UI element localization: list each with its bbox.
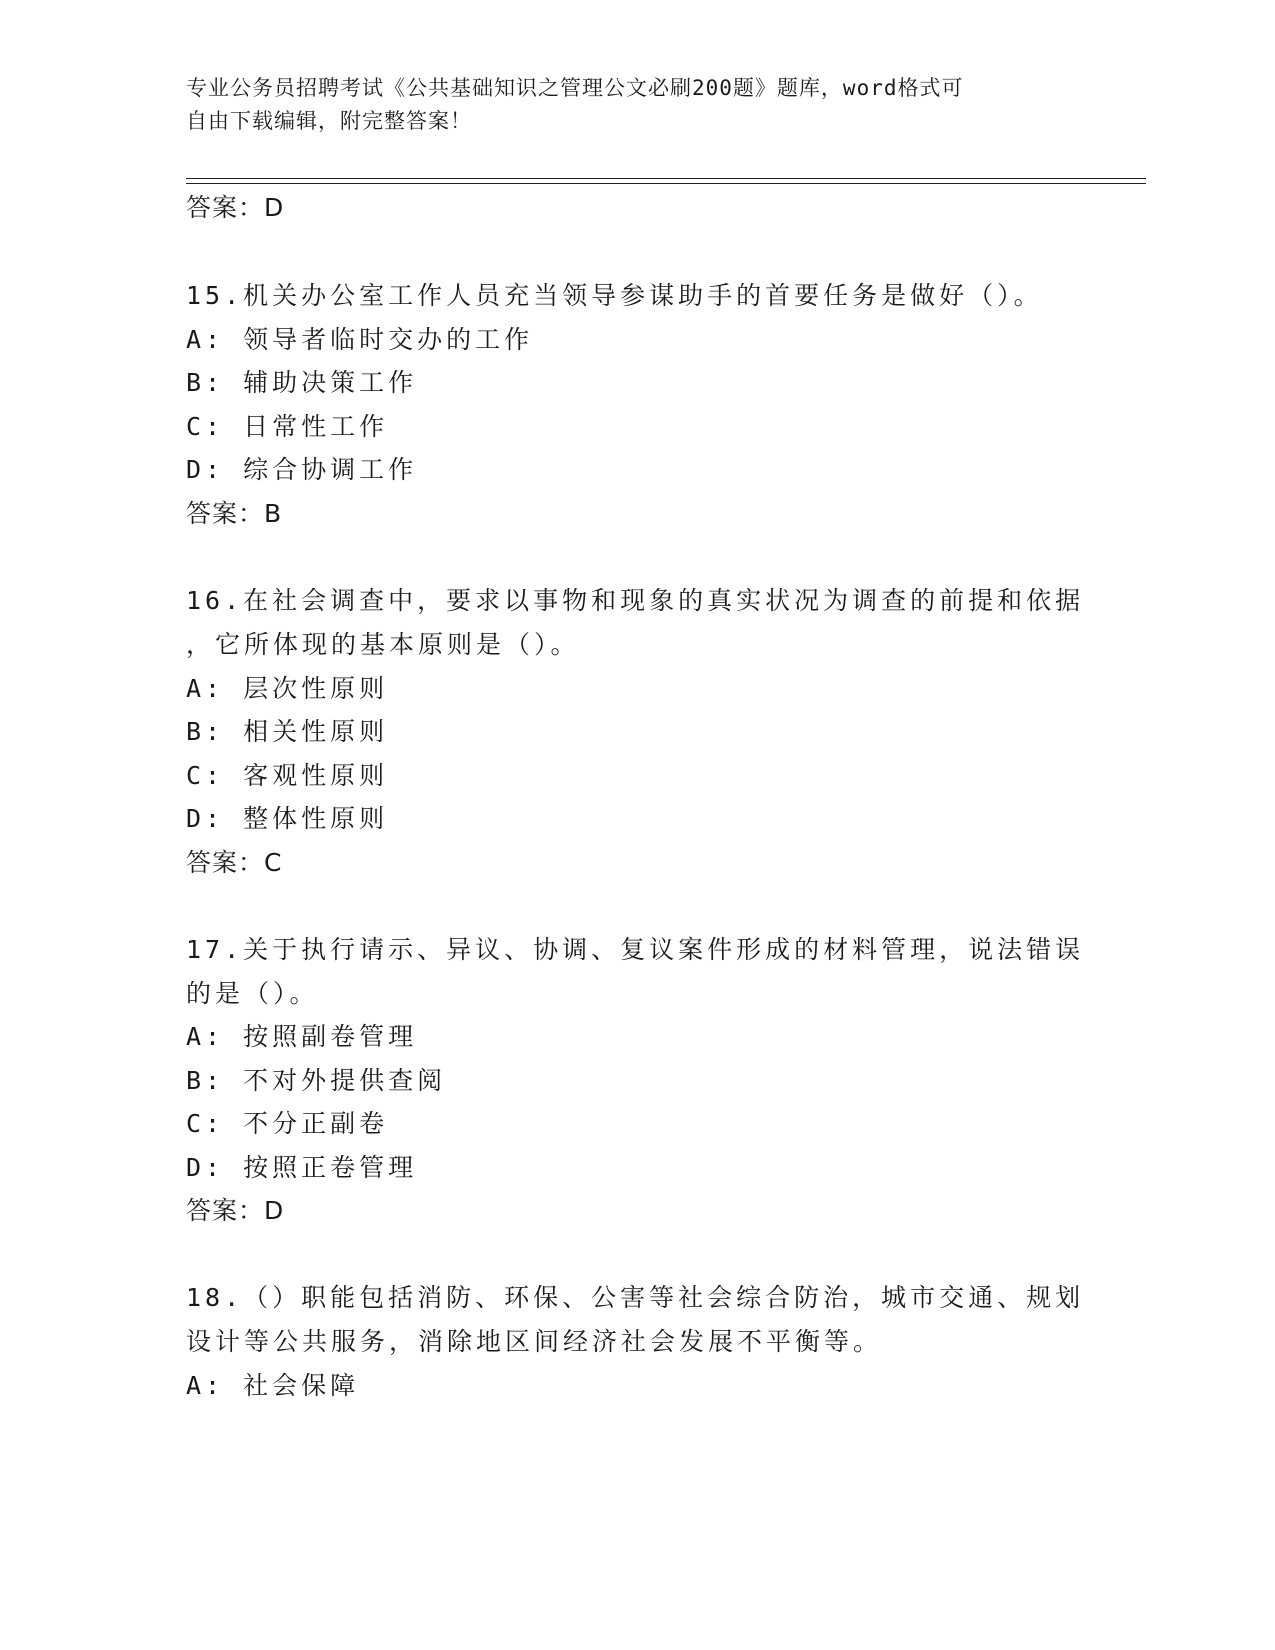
document-header: [186, 72, 1066, 138]
question-15-answer: 答案：B: [186, 499, 283, 528]
question-15-option-c: C: 日常性工作: [186, 412, 389, 441]
question-18-stem-line-2: 设计等公共服务，消除地区间经济社会发展不平衡等。: [186, 1327, 883, 1356]
question-15-option-d: D: 综合协调工作: [186, 455, 418, 484]
question-17-stem-line-1: 17.关于执行请示、异议、协调、复议案件形成的材料管理，说法错误: [186, 935, 1085, 964]
question-15-option-a: A: 领导者临时交办的工作: [186, 325, 534, 354]
question-17-answer: 答案：D: [186, 1196, 285, 1225]
question-16-option-d: D: 整体性原则: [186, 804, 389, 833]
question-16-option-b: B: 相关性原则: [186, 717, 389, 746]
header-divider-top: [186, 178, 1146, 179]
header-line-1: 专业公务员招聘考试《公共基础知识之管理公文必刷200题》题库，word格式可: [186, 76, 964, 100]
header-line-2: 自由下载编辑，附完整答案！: [186, 109, 472, 133]
question-16-answer: 答案：C: [186, 848, 283, 877]
previous-answer: 答案：D: [186, 193, 285, 222]
question-16-option-c: C: 客观性原则: [186, 761, 389, 790]
question-15-option-b: B: 辅助决策工作: [186, 368, 418, 397]
question-15-stem: 15.机关办公室工作人员充当领导参谋助手的首要任务是做好（）。: [186, 281, 1043, 310]
question-17-option-a: A: 按照副卷管理: [186, 1022, 418, 1051]
question-16-option-a: A: 层次性原则: [186, 674, 389, 703]
question-18-stem-line-1: 18.（）职能包括消防、环保、公害等社会综合防治，城市交通、规划: [186, 1283, 1085, 1312]
question-17-stem-line-2: 的是（）。: [186, 979, 319, 1008]
question-17-option-b: B: 不对外提供查阅: [186, 1066, 447, 1095]
question-16-stem-line-1: 16.在社会调查中，要求以事物和现象的真实状况为调查的前提和依据: [186, 586, 1085, 615]
header-divider-bottom: [186, 183, 1146, 184]
question-17-option-d: D: 按照正卷管理: [186, 1153, 418, 1182]
question-17-option-c: C: 不分正副卷: [186, 1109, 389, 1138]
question-16-stem-line-2: ，它所体现的基本原则是（）。: [186, 630, 580, 659]
question-18-option-a: A: 社会保障: [186, 1371, 360, 1400]
